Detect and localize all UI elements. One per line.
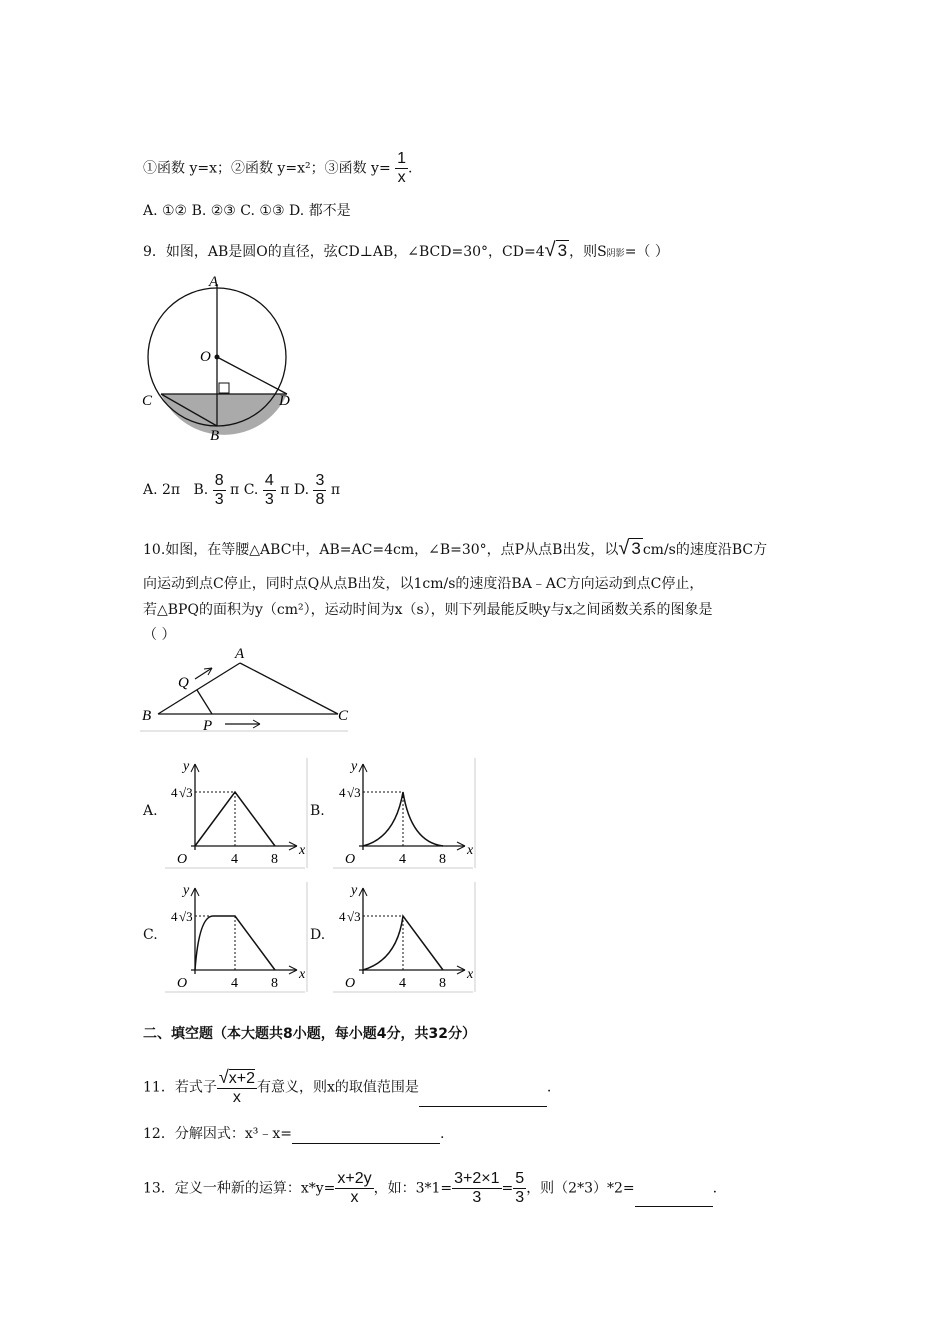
center-point [215,355,220,360]
x-label: x [299,967,306,982]
graph-b [333,758,476,870]
segment-qp [197,690,212,714]
q13-num3: 5 [515,1170,525,1187]
radius-od [217,357,287,394]
ymax-sqrt: √3 [347,785,361,800]
origin-label: O [177,976,188,991]
q8-options: A. ①② B. ②③ C. ①③ D. 都不是 [143,203,351,219]
q9-opt-d-den: 8 [315,490,325,508]
q9-opt-d-frac [313,472,326,509]
q9-opt-c-num: 4 [264,471,274,489]
tick-8: 8 [271,852,278,867]
q13 [143,1170,717,1207]
side-ac [240,663,338,714]
q10-sqrt: √ 3 [618,537,641,559]
q9-opt-end: π [330,482,341,498]
q8-functions [143,150,413,187]
y-label: y [183,759,190,774]
y-label: y [183,883,190,898]
tick-8: 8 [439,976,446,991]
q13-den1: x [350,1189,359,1206]
label-a: A [235,646,245,662]
q10-sqrt-val: 3 [631,539,641,558]
section-2-title: 二、填空题（本大题共8小题，每小题4分，共32分） [143,1026,476,1042]
q13-mid: ，如：3*1= [373,1180,453,1197]
q12-end: . [439,1126,445,1142]
q10-line4: （ ） [143,627,176,643]
q9-opt-c-den: 3 [264,490,274,508]
q9-stem-b: ，则S [569,244,607,260]
q9-opt-c-pre: π C. [230,482,259,498]
q9-opt-b-pre: B. [193,482,209,498]
q10-opt-a: A. [143,803,158,819]
graph-c [165,882,308,994]
ymax-coef: 4 [339,909,346,924]
x-label: x [467,843,474,858]
q13-den2: 3 [472,1189,482,1206]
q11-answer-blank[interactable] [419,1106,547,1107]
q13-frac-1 [335,1170,373,1207]
label-b: B [142,708,152,724]
q13-frac-2 [452,1170,501,1207]
q8-functions-text: ①函数 y=x；②函数 y=x²；③函数 y= [143,160,391,177]
q9-opt-d-num: 3 [315,471,325,489]
q9-opt-c-frac [263,472,276,509]
q10-line1-b: cm/s的速度沿BC方 [642,542,768,558]
tick-8: 8 [271,976,278,991]
q9-options [143,470,340,510]
q9-opt-b-num: 8 [214,471,224,489]
ymax-sqrt: √3 [179,909,193,924]
q9-sqrt: √ 3 [544,239,568,261]
q13-den3: 3 [515,1189,525,1206]
q10-opt-c: C. [143,927,158,943]
q10-triangle-figure [140,643,350,733]
q13-post: ，则（2*3）*2= [526,1180,635,1197]
q10-opt-d: D. [310,927,326,943]
q13-num2: 3+2×1 [454,1170,500,1187]
q13-end: . [712,1180,718,1197]
q13-num1: x+2y [337,1170,372,1187]
q11 [143,1068,551,1107]
q9-opt-a: A. 2π [143,482,181,498]
q9-sqrt-val: 3 [557,241,568,260]
q8-frac-num: 1 [397,150,407,167]
x-label: x [299,843,306,858]
q11-radicand: x+2 [228,1070,255,1087]
q9-opt-b-den: 3 [214,490,224,508]
q13-answer-blank[interactable] [635,1206,713,1207]
tick-8: 8 [439,852,446,867]
q10-line1 [143,538,767,560]
q12-pre: 12．分解因式：x³﹣x= [143,1126,292,1142]
q12-answer-blank[interactable] [292,1143,440,1144]
q13-frac-3 [513,1170,526,1207]
q9-stem-a: 9．如图，AB是圆O的直径，弦CD⊥AB，∠BCD=30°，CD=4 [143,244,545,260]
tick-4: 4 [231,852,238,867]
ymax-sqrt: √3 [347,909,361,924]
q11-pre: 11．若式子 [143,1079,217,1096]
origin-label: O [345,976,356,991]
q10-line2: 向运动到点C停止，同时点Q从点B出发，以1cm/s的速度沿BA﹣AC方向运动到点C停止， [143,576,704,592]
q9-circle-figure [140,272,295,447]
q11-end: . [546,1079,552,1096]
label-b: B [210,428,220,444]
q11-frac-den: x [232,1089,241,1106]
side-ba [158,663,240,714]
graph-d [333,882,481,994]
q13-pre: 13．定义一种新的运算：x*y= [143,1180,336,1197]
ymax-coef: 4 [171,909,178,924]
q9-stem [143,240,669,264]
y-label: y [351,883,358,898]
q10-opt-b: B. [310,803,325,819]
q12 [143,1124,444,1144]
label-c: C [338,708,349,724]
ymax-coef: 4 [171,785,178,800]
q10-line1-a: 10.如图，在等腰△ABC中，AB=AC=4cm，∠B=30°，点P从点B出发，以 [143,542,619,558]
tick-4: 4 [231,976,238,991]
q-arrow [195,668,212,679]
label-c: C [142,393,153,409]
y-label: y [351,759,358,774]
q9-shadow-sub: 阴影 [606,249,625,259]
q9-opt-d-pre: π D. [280,482,310,498]
origin-label: O [345,852,356,867]
q9-stem-c: =（ ） [624,244,669,260]
q8-frac-den: x [397,169,406,186]
ymax-sqrt: √3 [179,785,193,800]
x-label: x [467,967,474,982]
q13-eq: = [501,1180,514,1197]
q11-post: 有意义，则x的取值范围是 [256,1079,419,1096]
q11-frac-num: √x+2 [218,1067,255,1087]
right-angle-mark [219,383,229,393]
label-o: O [200,349,211,365]
origin-label: O [177,852,188,867]
label-p: P [203,718,213,733]
q11-frac [217,1068,257,1107]
graph-a [165,758,308,870]
tick-4: 4 [399,852,406,867]
q9-opt-b-frac [213,472,226,509]
label-a: A [209,274,219,290]
q10-line3: 若△BPQ的面积为y（cm²），运动时间为x（s），则下列最能反映y与x之间函数关系的图象是 [143,602,713,618]
ymax-coef: 4 [339,785,346,800]
label-q: Q [178,675,189,691]
label-d: D [279,393,290,409]
q8-end: . [408,160,413,177]
tick-4: 4 [399,976,406,991]
q8-fraction [395,150,408,187]
